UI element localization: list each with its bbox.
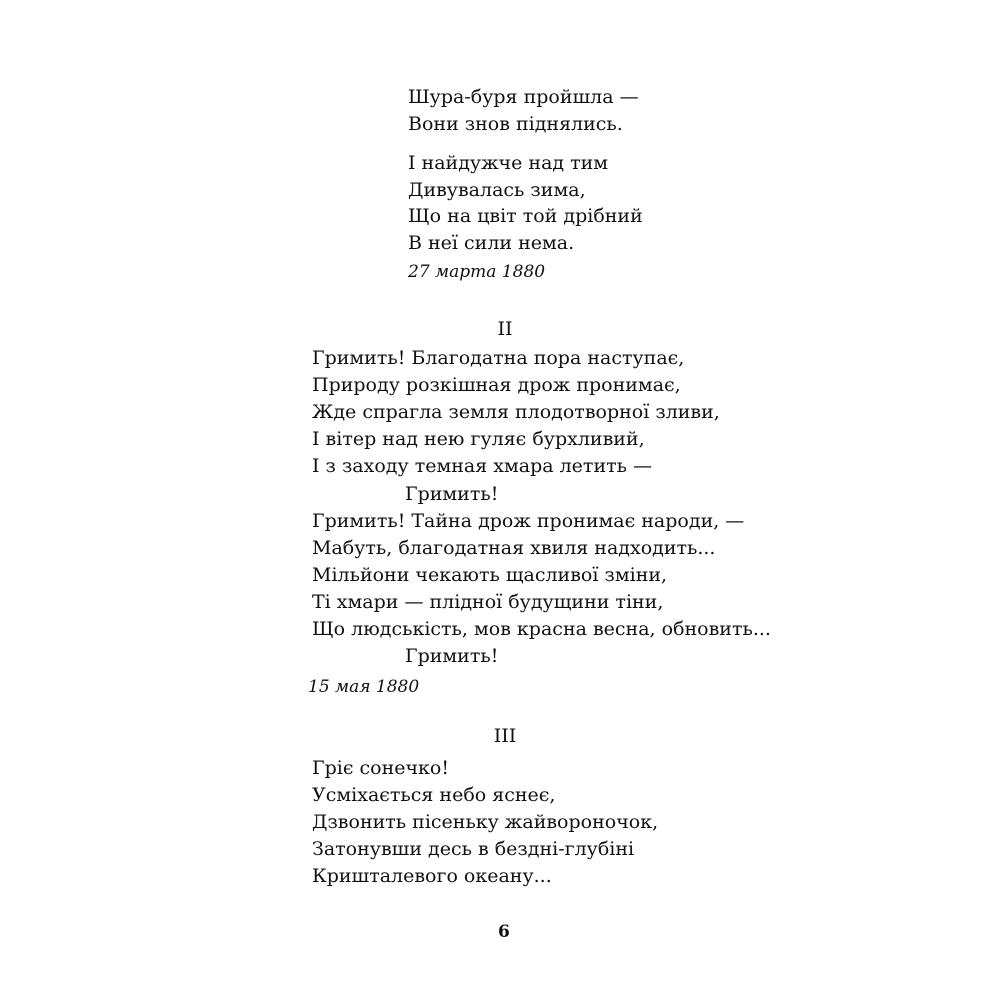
verse-line: Дивувалась зима, [408, 179, 586, 201]
poem-date: 15 мая 1880 [308, 677, 420, 697]
verse-line: І найдужче над тим [408, 152, 609, 174]
verse-line: Дзвонить пісеньку жайвороночок, [312, 811, 659, 833]
verse-line: Гріє сонечко! [312, 757, 449, 779]
verse-line: Ті хмари — плідної будущини тіни, [312, 591, 664, 613]
page-number: 6 [498, 922, 510, 942]
verse-line: Що на цвіт той дрібний [408, 205, 643, 227]
verse-line: Кришталевого океану... [312, 865, 552, 887]
verse-line: Затонувши десь в безднi-глубіні [312, 838, 635, 860]
verse-line: Мабуть, благодатная хвиля надходить... [312, 537, 716, 559]
verse-line: В неї сили нема. [408, 232, 575, 254]
verse-refrain: Гримить! [405, 645, 499, 667]
poem-date: 27 марта 1880 [408, 262, 546, 282]
verse-line: Що людськість, мов красна весна, обновить... [312, 618, 771, 640]
verse-line: Шура-буря пройшла — [408, 86, 639, 108]
verse-line: Вони знов піднялись. [408, 113, 623, 135]
verse-line: І з заходу темная хмара летить — [312, 455, 652, 477]
verse-line: І вітер над нею гуляє бурхливий, [312, 428, 645, 450]
verse-line: Мільйони чекають щасливої зміни, [312, 564, 668, 586]
verse-refrain: Гримить! [405, 483, 499, 505]
verse-line: Гримить! Тайна дрож пронимає народи, — [312, 510, 745, 532]
verse-line: Усміхається небо яснеє, [312, 784, 556, 806]
section-heading: III [493, 725, 517, 747]
verse-line: Гримить! Благодатна пора наступає, [312, 347, 685, 369]
section-heading: II [497, 318, 513, 340]
verse-line: Жде спрагла земля плодотворної зливи, [312, 401, 720, 423]
verse-line: Природу розкішная дрож пронимає, [312, 374, 681, 396]
